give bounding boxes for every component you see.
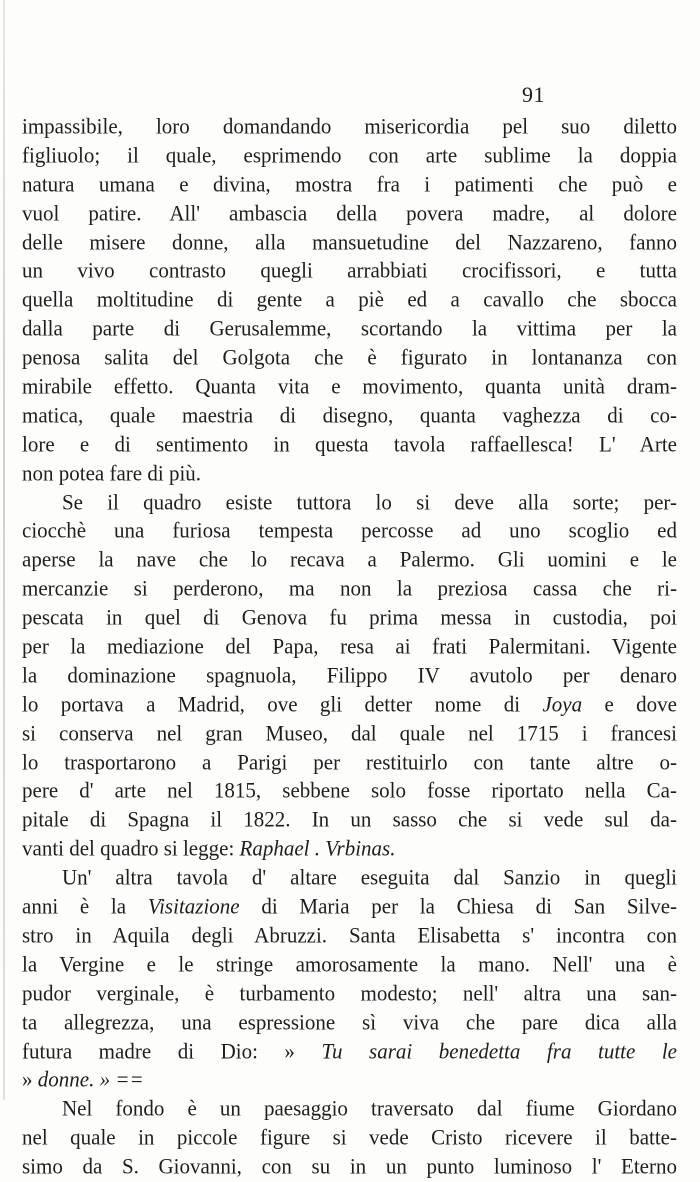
text-line: nel quale in piccole figure si vede Cristo ricevere il batte- xyxy=(22,1124,677,1150)
page-number: 91 xyxy=(522,82,545,107)
page-gutter-shadow xyxy=(3,0,5,1100)
body-text xyxy=(22,112,677,1181)
text-line: quella moltitudine di gente a piè ed a cavallo che sbocca xyxy=(22,286,677,313)
text-line: stro in Aquila degli Abruzzi. Santa Elisabetta s' incontra con xyxy=(22,922,677,948)
text-line xyxy=(22,689,677,720)
text-line xyxy=(22,1036,677,1067)
text-line: non potea fare di più. xyxy=(22,459,202,486)
text-segment: » xyxy=(22,1066,33,1093)
text-line: delle misere donne, alla mansuetudine del Nazzareno, fanno xyxy=(22,228,677,255)
text-segment: lo portava a Madrid, ove gli detter nome di xyxy=(22,691,521,717)
text-line: impassibile, loro domandando misericordia pel suo diletto xyxy=(22,113,677,139)
italic-quote: Tu sarai benedetta fra tutte le xyxy=(321,1037,677,1064)
text-line: vuol patire. All' ambascia della povera madre, al dolore xyxy=(22,199,677,226)
text-line: per la mediazione del Papa, resa ai frati Palermitani. Vigente xyxy=(22,633,677,659)
text-line: mirabile effetto. Quanta vita e movimento, quanta unità dram- xyxy=(22,373,677,399)
text-line: ciocchè una furiosa tempesta percosse ad uno scoglio ed xyxy=(22,517,677,544)
text-line: dalla parte di Gerusalemme, scortando la vittima per la xyxy=(22,315,677,341)
text-line xyxy=(22,891,677,922)
text-line xyxy=(22,833,677,864)
italic-quote: donne. » == xyxy=(37,1066,144,1093)
text-line: Se il quadro esiste tuttora lo si deve alla sorte; per- xyxy=(62,488,677,515)
italic-term: Joya xyxy=(542,691,583,717)
text-line: mercanzie si perderono, ma non la preziosa cassa che ri- xyxy=(22,575,677,601)
text-segment: e dove xyxy=(604,691,677,717)
text-line: aperse la nave che lo recava a Palermo. Gli uomini e le xyxy=(22,546,677,573)
text-line xyxy=(22,1065,677,1096)
text-line: la dominazione spagnuola, Filippo IV avutolo per denaro xyxy=(22,662,677,688)
text-line: Un' altra tavola d' altare eseguita dal Sanzio in quegli xyxy=(62,864,677,890)
text-line: penosa salita del Golgota che è figurato in lontananza con xyxy=(22,344,677,370)
text-line: figliuolo; il quale, esprimendo con arte sublime la doppia xyxy=(22,142,677,168)
text-line: la Vergine e le stringe amorosamente la mano. Nell' una è xyxy=(22,951,677,977)
text-segment: anni è la xyxy=(22,893,127,919)
italic-inscription: Raphael . Vrbinas. xyxy=(239,835,396,861)
text-line: un vivo contrasto quegli arrabbiati crocifissori, e tutta xyxy=(22,257,677,284)
text-line: lo trasportarono a Parigi per restituirlo con tante altre o- xyxy=(22,748,677,775)
text-line: natura umana e divina, mostra fra i patimenti che può e xyxy=(22,171,677,197)
text-line: si conserva nel gran Museo, dal quale nel 1715 i francesi xyxy=(22,719,677,746)
text-line: matica, quale maestria di disegno, quanta vaghezza di co- xyxy=(22,402,677,428)
text-line: simo da S. Giovanni, con su in un punto luminoso l' Eterno xyxy=(22,1153,677,1179)
text-line: pudor verginale, è turbamento modesto; nell' altra una san- xyxy=(22,979,677,1006)
text-line: pescata in quel di Genova fu prima messa in custodia, poi xyxy=(22,604,677,630)
text-segment: di Maria per la Chiesa di San Silve- xyxy=(261,893,677,919)
text-line: pere d' arte nel 1815, sebbene solo fosse riportato nella Ca- xyxy=(22,777,677,804)
text-segment: futura madre di Dio: » xyxy=(22,1037,295,1064)
text-line: pitale di Spagna il 1822. In un sasso che si vede sul da- xyxy=(22,806,677,833)
text-line: ta allegrezza, una espressione sì viva che pare dica alla xyxy=(22,1008,677,1035)
text-line: Nel fondo è un paesaggio traversato dal fiume Giordano xyxy=(62,1095,677,1121)
italic-title: Visitazione xyxy=(147,893,240,919)
text-line: lore e di sentimento in questa tavola raffaellesca! L' Arte xyxy=(22,431,677,457)
text-segment: vanti del quadro si legge: xyxy=(22,835,235,861)
